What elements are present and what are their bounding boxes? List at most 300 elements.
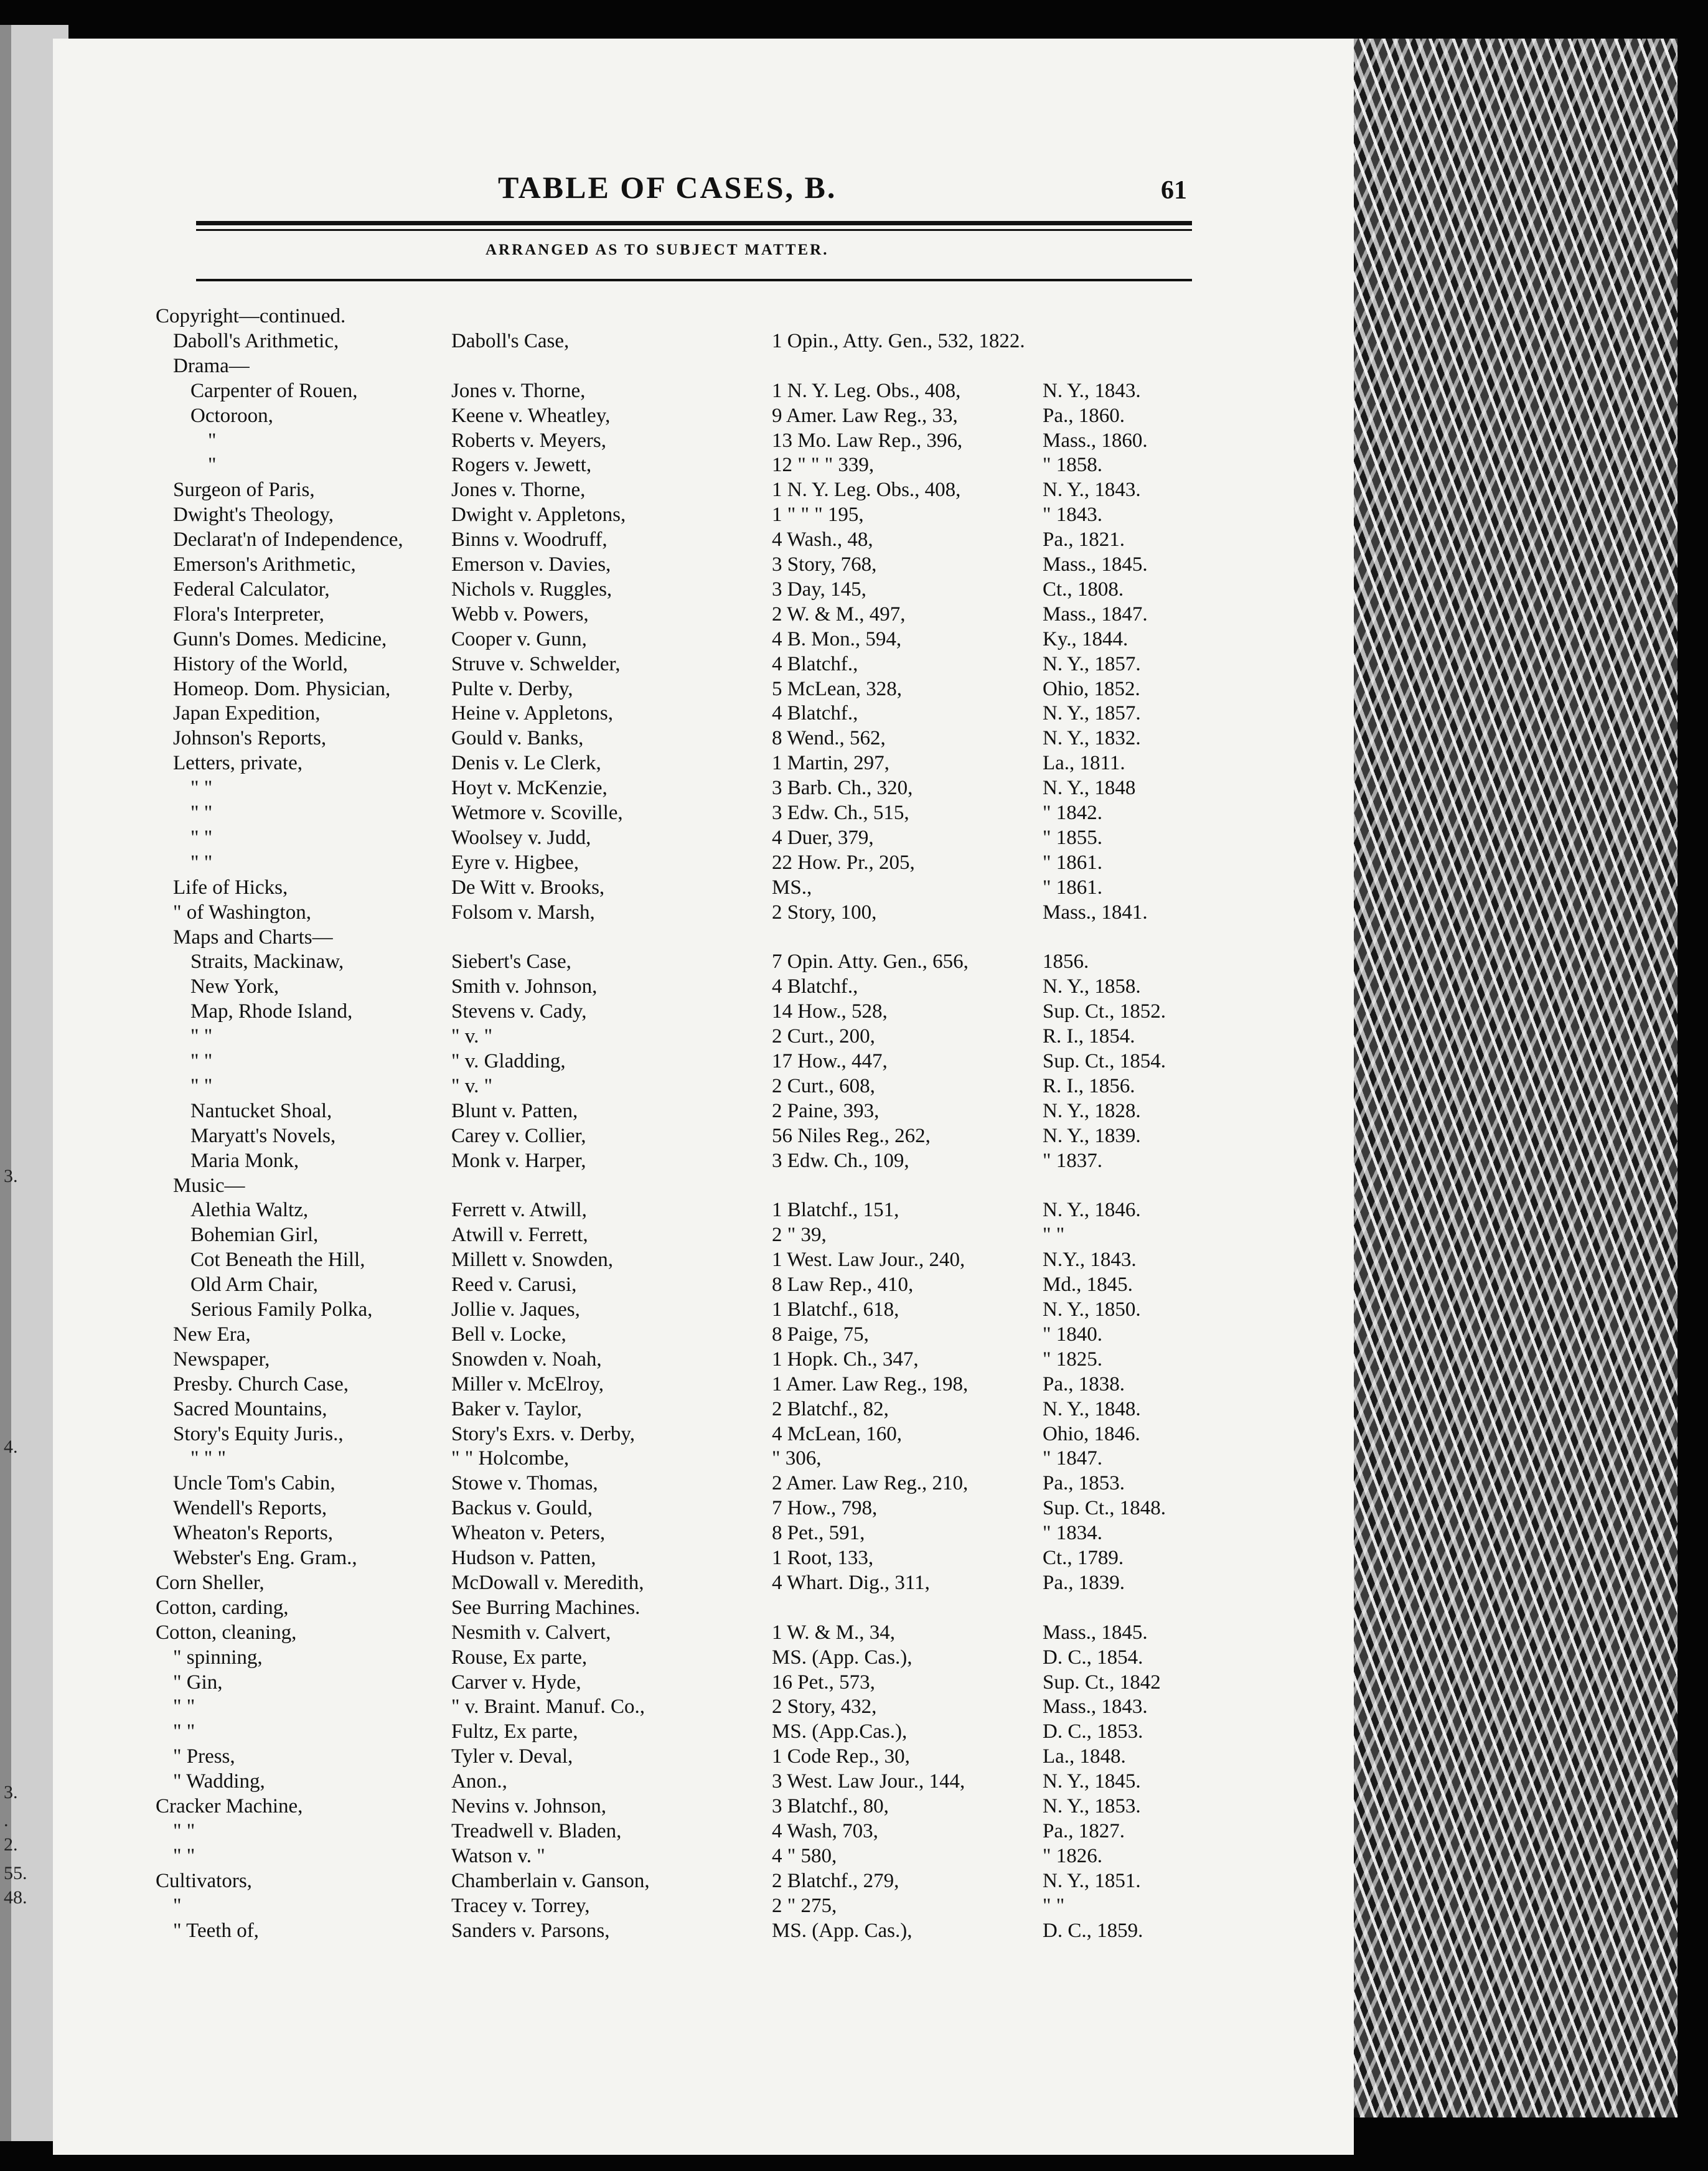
case-cell: Story's Exrs. v. Derby, [451,1423,635,1445]
court-cell: " 1837. [1043,1150,1102,1172]
case-cell: Hoyt v. McKenzie, [451,777,608,799]
page-number: 61 [1161,176,1187,205]
table-row [0,1224,1354,1249]
case-cell: Snowden v. Noah, [451,1348,602,1371]
table-row [0,1125,1354,1150]
subject-cell: Bohemian Girl, [190,1224,319,1246]
case-cell: See Burring Machines. [451,1597,640,1619]
table-row [0,1373,1354,1398]
case-cell: Eyre v. Higbee, [451,851,579,874]
left-margin-fragment: 3. [4,1166,18,1186]
case-cell: Sanders v. Parsons, [451,1920,610,1942]
citation-cell: 8 Paige, 75, [772,1323,869,1346]
court-cell: " 1855. [1043,827,1102,849]
citation-cell: 2 W. & M., 497, [772,603,906,626]
table-row [0,429,1354,454]
subject-cell: " " [173,1820,195,1842]
court-cell: " 1843. [1043,504,1102,526]
citation-cell: 56 Niles Reg., 262, [772,1125,931,1147]
case-cell: Jones v. Thorne, [451,479,586,501]
court-cell: " 1840. [1043,1323,1102,1346]
citation-cell: 2 Amer. Law Reg., 210, [772,1472,969,1494]
citation-cell: 2 Story, 432, [772,1695,877,1718]
subject-cell: Japan Expedition, [173,702,321,724]
subject-cell: " Gin, [173,1671,223,1694]
citation-cell: 16 Pet., 573, [772,1671,875,1694]
court-cell: Mass., 1841. [1043,901,1148,924]
subject-cell: History of the World, [173,653,348,675]
table-row [0,380,1354,405]
case-cell: Blunt v. Patten, [451,1100,578,1122]
table-row [0,305,1354,330]
court-cell: N. Y., 1857. [1043,653,1141,675]
table-row [0,1199,1354,1224]
case-cell: McDowall v. Meredith, [451,1572,644,1594]
table-row [0,1447,1354,1472]
court-cell: D. C., 1854. [1043,1646,1143,1669]
table-row [0,405,1354,429]
subject-cell: Sacred Mountains, [173,1398,327,1420]
court-cell: Mass., 1847. [1043,603,1148,626]
table-row [0,1597,1354,1621]
subject-cell: Old Arm Chair, [190,1273,318,1296]
case-cell: Wheaton v. Peters, [451,1522,606,1544]
table-row [0,653,1354,678]
subject-cell: Cultivators, [156,1870,252,1892]
table-row [0,553,1354,578]
citation-cell: 2 Paine, 393, [772,1100,880,1122]
court-cell: Pa., 1821. [1043,528,1125,551]
court-cell: Sup. Ct., 1848. [1043,1497,1166,1519]
case-cell: Watson v. " [451,1845,545,1867]
court-cell: " 1861. [1043,876,1102,899]
court-cell: N. Y., 1850. [1043,1298,1141,1321]
table-row [0,1472,1354,1497]
court-cell: Pa., 1853. [1043,1472,1125,1494]
table-row [0,1050,1354,1075]
subject-cell: Map, Rhode Island, [190,1000,353,1023]
left-margin-fragment: 48. [4,1887,27,1908]
court-cell: Mass., 1845. [1043,553,1148,576]
table-row [0,975,1354,1000]
case-cell: Jollie v. Jaques, [451,1298,580,1321]
citation-cell: 4 Wash., 48, [772,528,873,551]
subject-cell: " Teeth of, [173,1920,259,1942]
page-title: TABLE OF CASES, B. [498,170,837,205]
subject-cell: Dwight's Theology, [173,504,334,526]
case-cell: " " Holcombe, [451,1447,570,1470]
case-cell: Backus v. Gould, [451,1497,593,1519]
subject-cell: Maps and Charts— [173,926,333,949]
citation-cell: 1 " " " 195, [772,504,864,526]
case-cell: Binns v. Woodruff, [451,528,608,551]
court-cell: N. Y., 1832. [1043,727,1141,749]
subject-cell: Homeop. Dom. Physician, [173,678,391,700]
table-row [0,777,1354,802]
case-cell: Miller v. McElroy, [451,1373,604,1395]
subject-cell: Cotton, cleaning, [156,1621,297,1644]
table-row [0,1920,1354,1944]
citation-cell: 1 N. Y. Leg. Obs., 408, [772,479,961,501]
case-cell: Carey v. Collier, [451,1125,586,1147]
subject-cell: Declarat'n of Independence, [173,528,403,551]
subject-cell: Cotton, carding, [156,1597,289,1619]
table-row [0,1398,1354,1423]
table-row [0,950,1354,975]
subject-cell: " [208,429,217,452]
table-row [0,1621,1354,1646]
citation-cell: 9 Amer. Law Reg., 33, [772,405,958,427]
court-cell: N. Y., 1857. [1043,702,1141,724]
citation-cell: 5 McLean, 328, [772,678,902,700]
court-cell: " 1842. [1043,802,1102,824]
citation-cell: 1 Amer. Law Reg., 198, [772,1373,969,1395]
table-row [0,926,1354,951]
case-cell: Siebert's Case, [451,950,571,973]
case-cell: Hudson v. Patten, [451,1547,596,1569]
court-cell: " 1858. [1043,454,1102,476]
subject-cell: Wheaton's Reports, [173,1522,334,1544]
case-cell: Monk v. Harper, [451,1150,586,1172]
case-cell: Woolsey v. Judd, [451,827,591,849]
table-row [0,1671,1354,1696]
court-cell: Mass., 1860. [1043,429,1148,452]
subject-cell: Emerson's Arithmetic, [173,553,356,576]
subject-cell: " " [190,1050,213,1072]
court-cell: " " [1043,1895,1065,1917]
court-cell: R. I., 1854. [1043,1025,1135,1048]
table-row [0,1249,1354,1273]
marbled-page-edge [1354,39,1678,2117]
subject-cell: " [208,454,217,476]
subject-cell: Letters, private, [173,752,303,774]
subject-cell: Drama— [173,355,250,377]
citation-cell: 12 " " " 339, [772,454,875,476]
case-cell: Ferrett v. Atwill, [451,1199,587,1221]
court-cell: Sup. Ct., 1852. [1043,1000,1166,1023]
table-row [0,1795,1354,1820]
table-row [0,727,1354,752]
court-cell: Pa., 1860. [1043,405,1125,427]
left-margin-fragment: 3. [4,1782,18,1803]
citation-cell: 1 Root, 133, [772,1547,874,1569]
citation-cell: 1 W. & M., 34, [772,1621,896,1644]
case-cell: Webb v. Powers, [451,603,589,626]
court-cell: " 1834. [1043,1522,1102,1544]
left-margin-fragment: 55. [4,1863,27,1883]
citation-cell: 13 Mo. Law Rep., 396, [772,429,963,452]
court-cell: 1856. [1043,950,1089,973]
case-cell: Stowe v. Thomas, [451,1472,598,1494]
case-cell: Denis v. Le Clerk, [451,752,601,774]
court-cell: D. C., 1853. [1043,1720,1143,1743]
table-row [0,1745,1354,1770]
subject-cell: " " [190,777,213,799]
case-cell: Keene v. Wheatley, [451,405,611,427]
subject-cell: " Press, [173,1745,235,1768]
case-cell: Nichols v. Ruggles, [451,578,612,601]
citation-cell: 2 Story, 100, [772,901,877,924]
case-cell: Roberts v. Meyers, [451,429,606,452]
subject-cell: Surgeon of Paris, [173,479,315,501]
left-margin-fragment: 2. [4,1834,18,1855]
case-cell: Fultz, Ex parte, [451,1720,578,1743]
citation-cell: 8 Pet., 591, [772,1522,865,1544]
case-cell: De Witt v. Brooks, [451,876,605,899]
court-cell: N. Y., 1851. [1043,1870,1141,1892]
case-cell: Chamberlain v. Ganson, [451,1870,650,1892]
citation-cell: 3 Blatchf., 80, [772,1795,889,1817]
court-cell: " 1847. [1043,1447,1102,1470]
citation-cell: 4 B. Mon., 594, [772,628,902,650]
citation-cell: 1 Blatchf., 151, [772,1199,899,1221]
case-cell: Daboll's Case, [451,330,570,352]
citation-cell: 3 West. Law Jour., 144, [772,1770,965,1793]
citation-cell: 2 " 39, [772,1224,827,1246]
court-cell: " 1825. [1043,1348,1102,1371]
table-row [0,528,1354,553]
citation-cell: 3 Edw. Ch., 109, [772,1150,909,1172]
citation-cell: 1 Blatchf., 618, [772,1298,899,1321]
table-row [0,901,1354,926]
subject-cell: Alethia Waltz, [190,1199,309,1221]
case-cell: Anon., [451,1770,507,1793]
citation-cell: MS. (App. Cas.), [772,1646,913,1669]
citation-cell: 1 Hopk. Ch., 347, [772,1348,919,1371]
case-cell: " v. " [451,1025,493,1048]
subject-cell: New York, [190,975,279,998]
subject-cell: Octoroon, [190,405,273,427]
table-row [0,578,1354,603]
court-cell: N. Y., 1828. [1043,1100,1141,1122]
subject-cell: Maryatt's Novels, [190,1125,336,1147]
court-cell: Sup. Ct., 1842 [1043,1671,1161,1694]
subject-cell: " " [173,1720,195,1743]
citation-cell: 22 How. Pr., 205, [772,851,915,874]
subject-cell: " " [190,802,213,824]
citation-cell: 3 Story, 768, [772,553,877,576]
subject-cell: " " [190,827,213,849]
subject-cell: " spinning, [173,1646,263,1669]
case-cell: Millett v. Snowden, [451,1249,614,1271]
citation-cell: 8 Law Rep., 410, [772,1273,914,1296]
case-cell: Tyler v. Deval, [451,1745,573,1768]
citation-cell: 4 Whart. Dig., 311, [772,1572,930,1594]
subject-cell: Uncle Tom's Cabin, [173,1472,336,1494]
table-row [0,1547,1354,1572]
case-cell: " v. Gladding, [451,1050,566,1072]
citation-cell: 4 Wash, 703, [772,1820,878,1842]
subject-cell: " [173,1895,182,1917]
court-cell: La., 1811. [1043,752,1125,774]
citation-cell: 4 Blatchf., [772,702,858,724]
table-row [0,330,1354,355]
citation-cell: 3 Barb. Ch., 320, [772,777,913,799]
subject-cell: New Era, [173,1323,251,1346]
case-cell: Treadwell v. Bladen, [451,1820,622,1842]
case-cell: Cooper v. Gunn, [451,628,587,650]
table-row [0,1075,1354,1100]
court-cell: N. Y., 1848. [1043,1398,1141,1420]
court-cell: N. Y., 1843. [1043,479,1141,501]
table-row [0,1423,1354,1448]
subject-cell: " " " [190,1447,226,1470]
table-row [0,1497,1354,1522]
subject-cell: " " [173,1845,195,1867]
table-row [0,1100,1354,1125]
case-cell: Nevins v. Johnson, [451,1795,607,1817]
court-cell: Ct., 1808. [1043,578,1124,601]
subject-cell: Straits, Mackinaw, [190,950,344,973]
court-cell: Sup. Ct., 1854. [1043,1050,1166,1072]
court-cell: N. Y., 1845. [1043,1770,1141,1793]
court-cell: N. Y., 1843. [1043,380,1141,402]
case-cell: Heine v. Appletons, [451,702,613,724]
citation-cell: 4 McLean, 160, [772,1423,902,1445]
case-cell: Jones v. Thorne, [451,380,586,402]
citation-cell: 2 Curt., 200, [772,1025,875,1048]
subject-cell: Cot Beneath the Hill, [190,1249,365,1271]
case-cell: Baker v. Taylor, [451,1398,582,1420]
case-cell: Wetmore v. Scoville, [451,802,623,824]
court-cell: " 1826. [1043,1845,1102,1867]
table-row [0,479,1354,504]
case-cell: " v. " [451,1075,493,1097]
left-margin-fragment: 4. [4,1437,18,1457]
court-cell: " 1861. [1043,851,1102,874]
court-cell: Pa., 1838. [1043,1373,1125,1395]
table-row [0,1323,1354,1348]
table-row [0,851,1354,876]
table-row [0,1770,1354,1795]
court-cell: Ohio, 1846. [1043,1423,1140,1445]
citation-cell: 3 Edw. Ch., 515, [772,802,909,824]
court-cell: N. Y., 1858. [1043,975,1141,998]
table-row [0,1175,1354,1199]
table-row [0,1572,1354,1597]
case-cell: Bell v. Locke, [451,1323,566,1346]
table-row [0,603,1354,628]
subject-cell: " " [173,1695,195,1718]
court-cell: " " [1043,1224,1065,1246]
case-cell: Rogers v. Jewett, [451,454,592,476]
table-row [0,752,1354,777]
subject-cell: Nantucket Shoal, [190,1100,332,1122]
table-row [0,827,1354,851]
court-cell: Ky., 1844. [1043,628,1128,650]
case-cell: Folsom v. Marsh, [451,901,595,924]
court-cell: N. Y., 1846. [1043,1199,1141,1221]
left-margin-fragment: . [4,1810,9,1831]
table-row [0,876,1354,901]
subject-cell: Presby. Church Case, [173,1373,349,1395]
citation-cell: 1 Martin, 297, [772,752,889,774]
subject-cell: Federal Calculator, [173,578,330,601]
court-cell: La., 1848. [1043,1745,1126,1768]
citation-cell: 2 Blatchf., 82, [772,1398,889,1420]
table-row [0,1150,1354,1175]
citation-cell: 1 West. Law Jour., 240, [772,1249,965,1271]
citation-cell: 4 Duer, 379, [772,827,874,849]
case-cell: Atwill v. Ferrett, [451,1224,588,1246]
court-cell: N. Y., 1839. [1043,1125,1141,1147]
table-row [0,1845,1354,1870]
court-cell: N.Y., 1843. [1043,1249,1137,1271]
citation-cell: 7 Opin. Atty. Gen., 656, [772,950,969,973]
table-row [0,1522,1354,1547]
case-cell: Carver v. Hyde, [451,1671,581,1694]
table-row [0,628,1354,653]
court-cell: Mass., 1843. [1043,1695,1148,1718]
case-cell: Emerson v. Davies, [451,553,611,576]
citation-cell: MS. (App.Cas.), [772,1720,908,1743]
table-row [0,1000,1354,1025]
citation-cell: 7 How., 798, [772,1497,878,1519]
citation-cell: 17 How., 447, [772,1050,888,1072]
citation-cell: 3 Day, 145, [772,578,866,601]
court-cell: R. I., 1856. [1043,1075,1135,1097]
subject-cell: Daboll's Arithmetic, [173,330,339,352]
subject-cell: " Wadding, [173,1770,265,1793]
citation-cell: 2 " 275, [772,1895,837,1917]
table-row [0,1646,1354,1671]
court-cell: D. C., 1859. [1043,1920,1143,1942]
case-cell: Reed v. Carusi, [451,1273,577,1296]
table-row [0,1298,1354,1323]
table-row [0,355,1354,380]
subject-cell: Flora's Interpreter, [173,603,324,626]
table-row [0,1870,1354,1895]
subject-cell: " of Washington, [173,901,311,924]
citation-cell: 1 Code Rep., 30, [772,1745,910,1768]
table-row [0,1348,1354,1373]
court-cell: Ct., 1789. [1043,1547,1124,1569]
court-cell: Ohio, 1852. [1043,678,1140,700]
subject-cell: " " [190,1025,213,1048]
subject-cell: Johnson's Reports, [173,727,327,749]
case-cell: Tracey v. Torrey, [451,1895,590,1917]
citation-cell: 14 How., 528, [772,1000,888,1023]
citation-cell: 1 N. Y. Leg. Obs., 408, [772,380,961,402]
subject-cell: Newspaper, [173,1348,270,1371]
subject-cell: " " [190,1075,213,1097]
case-cell: Stevens v. Cady, [451,1000,587,1023]
table-row [0,1720,1354,1745]
subject-cell: Story's Equity Juris., [173,1423,344,1445]
citation-cell: MS., [772,876,812,899]
court-cell: N. Y., 1848 [1043,777,1136,799]
table-row [0,504,1354,528]
court-cell: Md., 1845. [1043,1273,1133,1296]
court-cell: Pa., 1839. [1043,1572,1125,1594]
subject-cell: " " [190,851,213,874]
table-row [0,454,1354,479]
subject-cell: Music— [173,1175,245,1197]
case-cell: Struve v. Schwelder, [451,653,621,675]
citation-cell: 2 Blatchf., 279, [772,1870,899,1892]
citation-cell: " 306, [772,1447,822,1470]
court-cell: Pa., 1827. [1043,1820,1125,1842]
subject-cell: Cracker Machine, [156,1795,303,1817]
court-cell: Mass., 1845. [1043,1621,1148,1644]
case-cell: " v. Braint. Manuf. Co., [451,1695,645,1718]
subject-cell: Gunn's Domes. Medicine, [173,628,387,650]
citation-cell: 1 Opin., Atty. Gen., 532, 1822. [772,330,1025,352]
table-row [0,1273,1354,1298]
case-cell: Rouse, Ex parte, [451,1646,588,1669]
table-row [0,802,1354,827]
subject-cell: Wendell's Reports, [173,1497,327,1519]
